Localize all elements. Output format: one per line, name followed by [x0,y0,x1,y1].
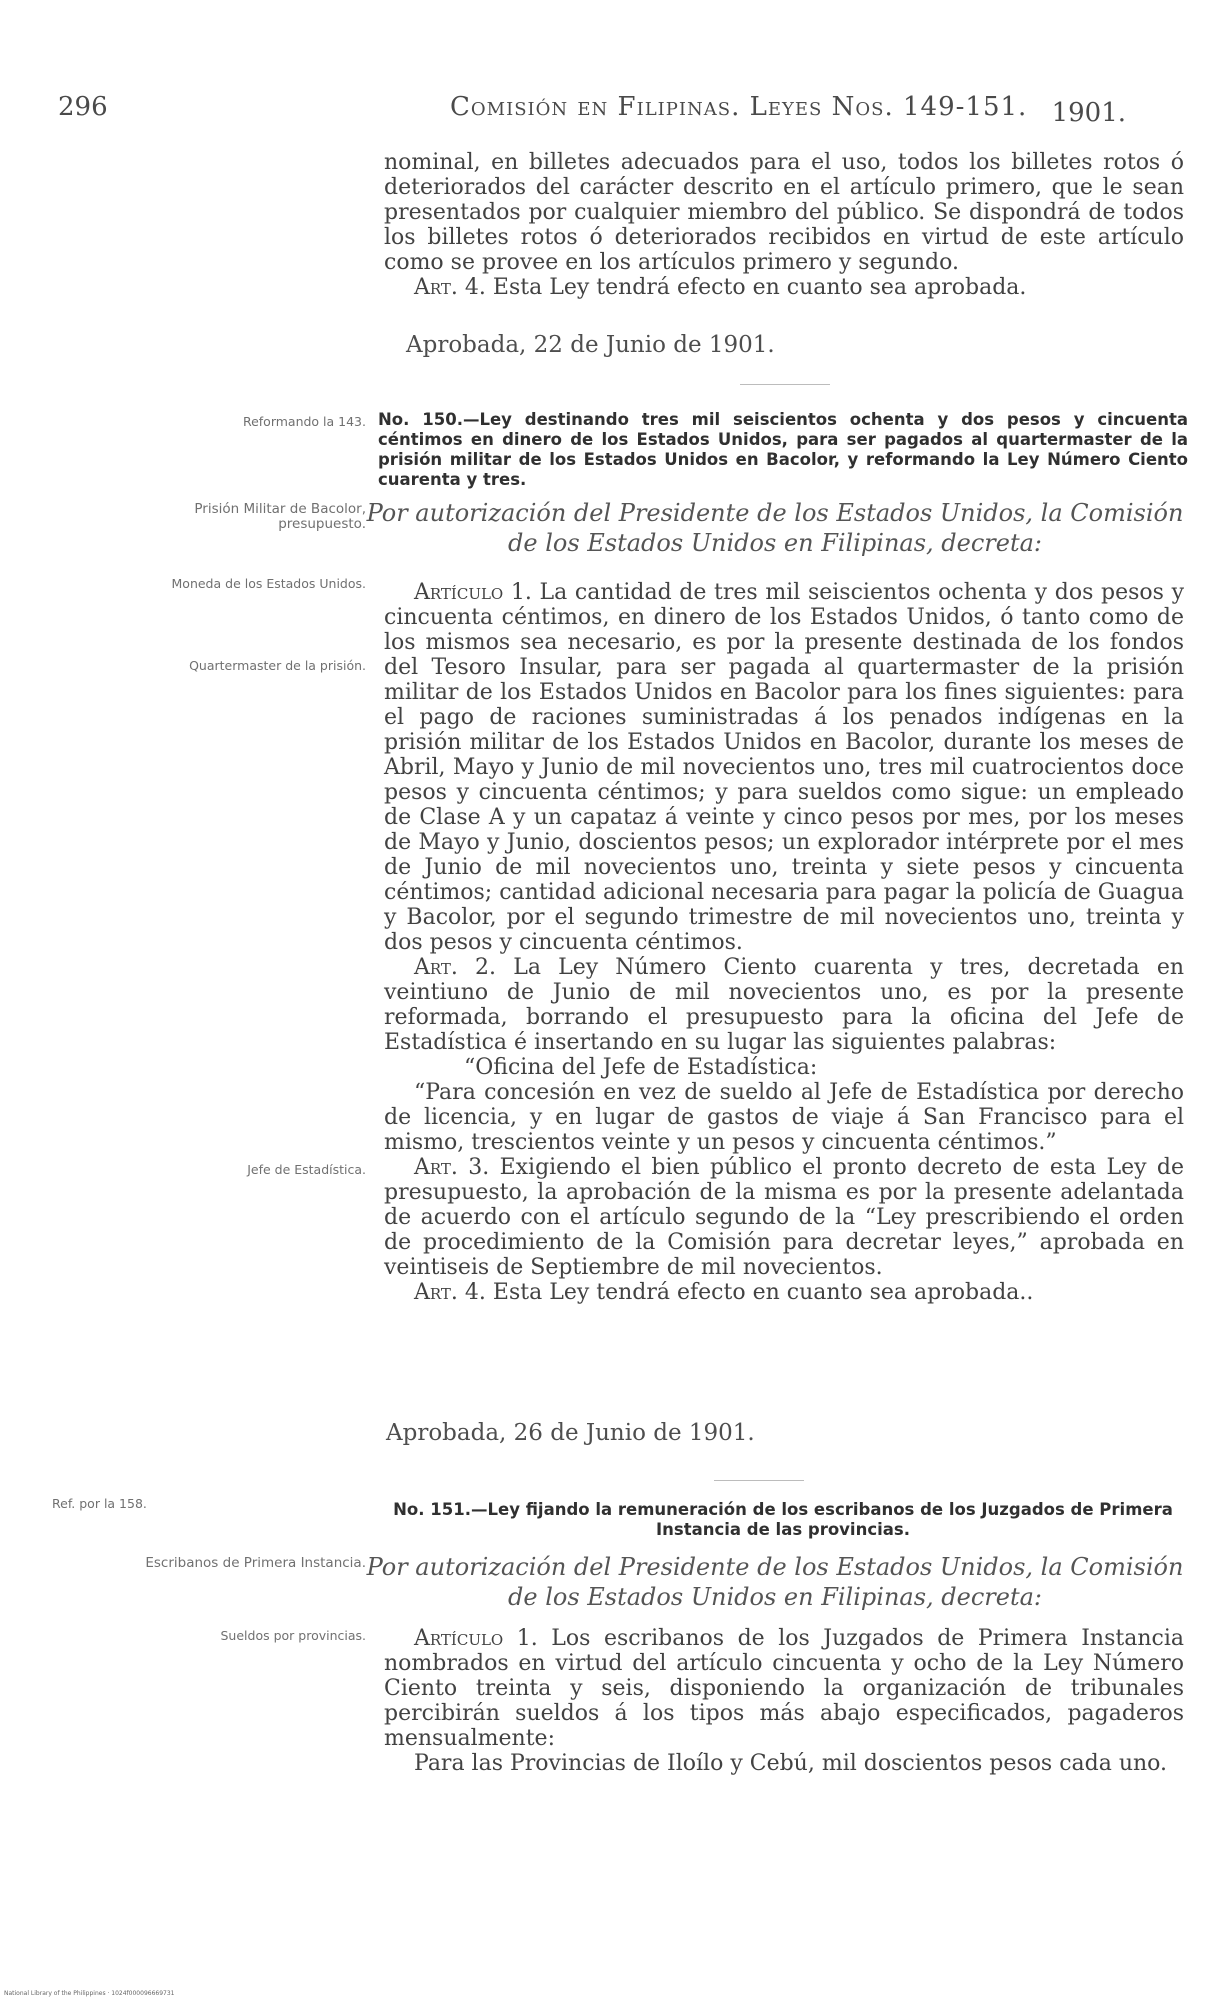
law151-art1-label: Artículo 1. [414,1626,538,1651]
law149-art4 [384,275,1184,300]
scan-credit: National Library of the Philippines · 1024f000096669731 [4,1990,175,1997]
law149-approved: Aprobada, 22 de Junio de 1901. [406,332,775,358]
law150-art4-label: Art. 4. [414,1280,486,1305]
law150-approved: Aprobada, 26 de Junio de 1901. [386,1420,755,1446]
law150-art4-text: Esta Ley tendrá efecto en cuanto sea aprobada.. [492,1280,1034,1305]
law150-art1 [384,580,1184,955]
page-number: 296 [58,92,108,122]
law151-body [384,1626,1184,1776]
law150-art1-label: Artículo 1. [414,580,532,605]
quote-paragraph: “Para concesión en vez de sueldo al Jefe de Estadística por derecho de licencia, y en lugar de gastos de viaje á San Francisco para el mismo, trescientos veinte y un pesos y cincuenta céntimos.” [384,1080,1184,1155]
margin-note-clerks: Escribanos de Primera Instancia. [145,1555,366,1571]
law150-art1-text: La cantidad de tres mil seiscientos ochenta y dos pesos y cincuenta céntimos, en dinero de los Estados Unidos, ó tanto como de los mismos sea necesario, es por la presente destinada de los fondos del Tesoro Insular, para ser pagada al quartermaster de la prisión militar de los Estados Unidos en Bacolor para los fines siguientes: para el pago de raciones suministradas á los penados indígenas en la prisión militar de los Estados Unidos en Bacolor, durante los meses de Abril, Mayo y Junio de mil novecientos uno, tres mil cuatrocientos doce pesos y cincuenta céntimos; y para sueldos como sigue: un empleado de Clase A y un capataz á veinte y cinco pesos por mes, por los meses de Mayo y Junio, doscientos pesos; un explorador intérprete por el mes de Junio de mil novecientos uno, treinta y siete pesos y cincuenta céntimos; cantidad adicional necesaria para pagar la policía de Guagua y Bacolor, por el segundo trimestre de mil novecientos uno, treinta y dos pesos y cincuenta céntimos. [384,580,1185,955]
section-divider [740,384,830,385]
law150-body [384,580,1184,1305]
margin-note-currency: Moneda de los Estados Unidos. [171,576,366,591]
law149-art4-label: Art. 4. [414,275,486,300]
law151-enacting-clause: Por autorización del Presidente de los Estados Unidos, la Comisión de los Estados Unidos en Filipinas, decreta: [366,1553,1184,1611]
law151-art1 [384,1626,1184,1751]
margin-note-quartermaster: Quartermaster de la prisión. [189,658,366,673]
law150-art4 [384,1280,1184,1305]
law150-title: No. 150.—Ley destinando tres mil seiscientos ochenta y dos pesos y cincuenta céntimos en dinero de los Estados Unidos, para ser pagados al quartermaster de la prisión militar de los Estados Unidos en Bacolor, y reformando la Ley Número Ciento cuarenta y tres. [378,410,1188,489]
margin-note-statistics: Jefe de Estadística. [247,1162,366,1177]
margin-note-reform: Reformando la 143. [242,414,366,429]
margin-note-ref: Ref. por la 158. [52,1496,147,1511]
law151-art1-text: Los escribanos de los Juzgados de Primera Instancia nombrados en virtud del artículo cincuenta y ocho de la Ley Número Ciento treinta y seis, disponiendo la organización de tribunales percibirán sueldos á los tipos más abajo especificados, pagaderos mensualmente: [384,1626,1184,1751]
law151-title: No. 151.—Ley fijando la remuneración de los escribanos de los Juzgados de Primera Instancia de las provincias. [393,1500,1173,1539]
margin-note-prison: Prisión Militar de Bacolor, presupuesto. [194,501,366,532]
law150-art3 [384,1155,1184,1280]
law150-art3-text: Exigiendo el bien público el pronto decreto de esta Ley de presupuesto, la aprobación de la misma es por la presente adelantada de acuerdo con el artículo segundo de la “Ley prescribiendo el orden de procedimiento de la Comisión para decretar leyes,” aprobada en veintiseis de Septiembre de mil novecientos. [384,1155,1184,1280]
section-divider-2 [714,1480,804,1481]
running-title: Comisión en Filipinas. Leyes Nos. 149-151. [450,92,1028,122]
law149-art4-text: Esta Ley tendrá efecto en cuanto sea aprobada. [492,275,1027,300]
law150-art2-label: Art. 2. [414,955,497,980]
provinces-paragraph: Para las Provincias de Iloílo y Cebú, mil doscientos pesos cada uno. [414,1751,1168,1776]
law150-art3-label: Art. 3. [414,1155,490,1180]
law149-continuation [384,150,1184,300]
law150-enacting-clause: Por autorización del Presidente de los Estados Unidos, la Comisión de los Estados Unidos en Filipinas, decreta: [366,499,1184,557]
law150-art2-text: La Ley Número Ciento cuarenta y tres, decretada en veintiuno de Junio de mil novecientos uno, es por la presente reformada, borrando el presupuesto para la oficina del Jefe de Estadística é insertando en su lugar las siguientes palabras: [384,955,1185,1055]
page-header [58,92,1126,132]
office-heading: “Oficina del Jefe de Estadística: [464,1055,818,1080]
header-year: 1901. [1051,98,1126,128]
margin-note-salaries: Sueldos por provincias. [220,1628,366,1643]
continuation-paragraph: nominal, en billetes adecuados para el uso, todos los billetes rotos ó deteriorados del carácter descrito en el artículo primero, que le sean presentados por cualquier miembro del público. Se dispondrá de todos los billetes rotos ó deteriorados recibidos en virtud de este artículo como se provee en los artículos primero y segundo. [384,150,1184,275]
law150-art2 [384,955,1184,1055]
